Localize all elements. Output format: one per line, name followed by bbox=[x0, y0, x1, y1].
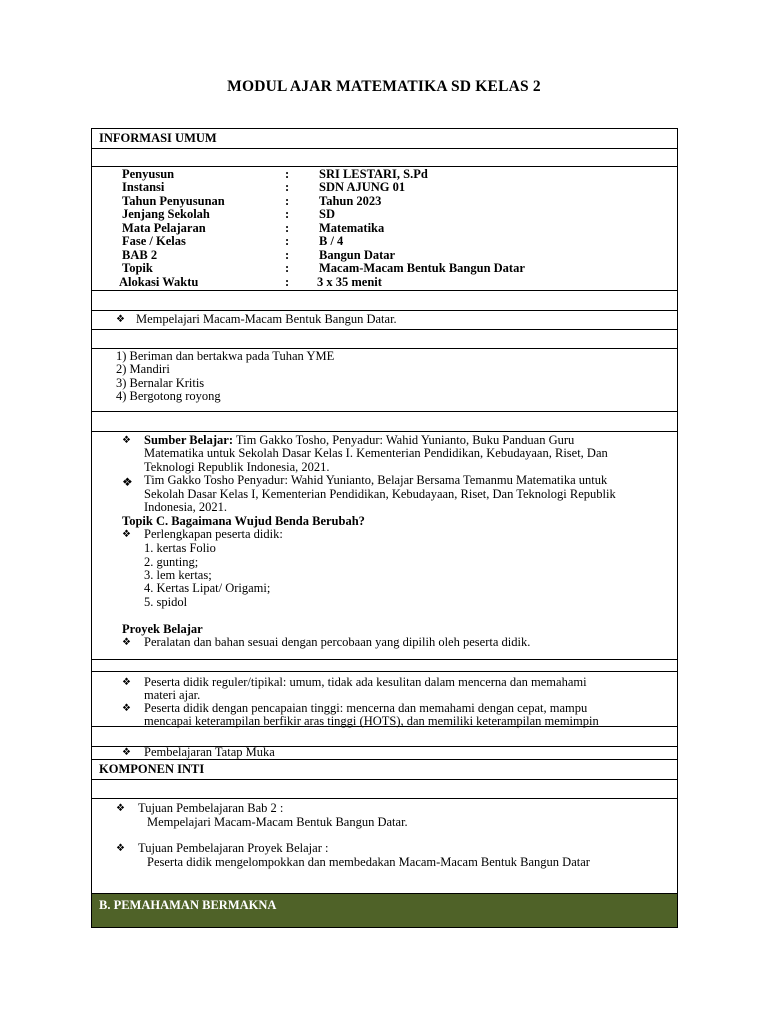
sarana-prasarana-row bbox=[91, 432, 678, 660]
info-value: SD bbox=[319, 207, 335, 221]
blank-row bbox=[91, 727, 678, 747]
info-label: Fase / Kelas bbox=[122, 234, 186, 248]
info-label: Instansi bbox=[122, 180, 165, 194]
kompetensi-awal-text: Mempelajari Macam-Macam Bentuk Bangun Datar. bbox=[136, 312, 397, 326]
list-item: 2) Mandiri bbox=[116, 362, 170, 376]
info-colon: : bbox=[285, 234, 290, 248]
info-label: Tahun Penyusunan bbox=[122, 194, 225, 208]
blank-row bbox=[91, 660, 678, 672]
tujuan-pembelajaran-row bbox=[91, 799, 678, 894]
info-label: Penyusun bbox=[122, 167, 175, 181]
target-text: mencapai keterampilan berfikir aras tinggi (HOTS), dan memiliki keterampilan memimpin bbox=[144, 714, 599, 728]
info-value: B / 4 bbox=[319, 234, 344, 248]
bullet-icon: ❖ bbox=[122, 529, 131, 540]
page-title: MODUL AJAR MATEMATIKA SD KELAS 2 bbox=[227, 78, 541, 95]
bullet-icon: ❖ bbox=[116, 314, 125, 325]
referensi-text: Sekolah Dasar Kelas I, Kementerian Pendidikan, Kebudayaan, Riset, Dan Teknologi Republik bbox=[144, 487, 616, 501]
list-item: 4. Kertas Lipat/ Origami; bbox=[144, 581, 271, 595]
list-item: 1) Beriman dan bertakwa pada Tuhan YME bbox=[116, 349, 335, 363]
bullet-icon: ❖ bbox=[122, 703, 131, 714]
list-item: 5. spidol bbox=[144, 595, 188, 609]
target-text: Peserta didik dengan pencapaian tinggi: mencerna dan memahami dengan cepat, mampu bbox=[144, 701, 588, 715]
list-item: 3. lem kertas; bbox=[144, 568, 212, 582]
sumber-belajar-text: Tim Gakko Tosho, Penyadur: Wahid Yunianto, Buku Panduan Guru bbox=[233, 433, 575, 447]
bullet-icon: ❖ bbox=[116, 843, 125, 854]
info-value: 3 x 35 menit bbox=[317, 275, 382, 289]
blank-row bbox=[91, 412, 678, 432]
info-value: Macam-Macam Bentuk Bangun Datar bbox=[319, 261, 525, 275]
info-colon: : bbox=[285, 221, 290, 235]
bullet-icon: ❖ bbox=[122, 637, 131, 648]
info-value: Bangun Datar bbox=[319, 248, 396, 262]
sumber-belajar-label: Sumber Belajar: bbox=[144, 433, 233, 447]
target-peserta-didik-row bbox=[91, 672, 678, 727]
profil-pancasila-row bbox=[91, 349, 678, 412]
info-value: Tahun 2023 bbox=[319, 194, 382, 208]
bullet-icon: ❖ bbox=[122, 677, 131, 688]
blank-row bbox=[91, 291, 678, 311]
blank-row bbox=[91, 330, 678, 349]
info-colon: : bbox=[285, 248, 290, 262]
section-header-pemahaman-bermakna: B. PEMAHAMAN BERMAKNA bbox=[91, 894, 678, 928]
info-colon: : bbox=[285, 275, 290, 289]
model-text: Pembelajaran Tatap Muka bbox=[144, 745, 275, 759]
info-label: Jenjang Sekolah bbox=[122, 207, 210, 221]
info-colon: : bbox=[285, 167, 290, 181]
info-colon: : bbox=[285, 194, 290, 208]
list-item: 4) Bergotong royong bbox=[116, 389, 221, 403]
target-text: Peserta didik reguler/tipikal: umum, tidak ada kesulitan dalam mencerna dan memahami bbox=[144, 675, 587, 689]
list-item: 2. gunting; bbox=[144, 555, 199, 569]
bullet-icon: ❖ bbox=[122, 747, 131, 758]
info-label: Topik bbox=[122, 261, 153, 275]
list-item: 1. kertas Folio bbox=[144, 541, 216, 555]
info-colon: : bbox=[285, 180, 290, 194]
info-colon: : bbox=[285, 261, 290, 275]
tujuan-bab-text: Mempelajari Macam-Macam Bentuk Bangun Datar. bbox=[147, 815, 408, 829]
section-header-informasi-umum: INFORMASI UMUM bbox=[91, 128, 678, 149]
info-value: SRI LESTARI, S.Pd bbox=[319, 167, 428, 181]
bullet-icon: ❖ bbox=[116, 803, 125, 814]
referensi-text: Tim Gakko Tosho Penyadur: Wahid Yunianto, Belajar Bersama Temanmu Matematika untuk bbox=[144, 473, 608, 487]
info-value: Matematika bbox=[319, 221, 385, 235]
info-value: SDN AJUNG 01 bbox=[319, 180, 406, 194]
tujuan-proyek-label: Tujuan Pembelajaran Proyek Belajar : bbox=[138, 841, 329, 855]
perlengkapan-text: Perlengkapan peserta didik: bbox=[144, 527, 283, 541]
sumber-belajar-text: Teknologi Republik Indonesia, 2021. bbox=[144, 460, 330, 474]
target-text: materi ajar. bbox=[144, 688, 201, 702]
tujuan-proyek-text: Peserta didik mengelompokkan dan membedakan Macam-Macam Bentuk Bangun Datar bbox=[147, 855, 590, 869]
bullet-icon: ❖ bbox=[122, 475, 133, 489]
proyek-belajar-heading: Proyek Belajar bbox=[122, 622, 203, 636]
model-pembelajaran-row bbox=[91, 747, 678, 760]
referensi-text: Indonesia, 2021. bbox=[144, 500, 227, 514]
module-table bbox=[91, 128, 678, 928]
peralatan-text: Peralatan dan bahan sesuai dengan percobaan yang dipilih oleh peserta didik. bbox=[144, 635, 531, 649]
info-label: BAB 2 bbox=[122, 248, 158, 262]
sumber-belajar-text: Matematika untuk Sekolah Dasar Kelas I. Kementerian Pendidikan, Kebudayaan, Riset, Dan bbox=[144, 446, 608, 460]
info-label: Alokasi Waktu bbox=[119, 275, 199, 289]
info-label: Mata Pelajaran bbox=[122, 221, 206, 235]
list-item: 3) Bernalar Kritis bbox=[116, 376, 205, 390]
info-colon: : bbox=[285, 207, 290, 221]
blank-row bbox=[91, 149, 678, 167]
blank-row bbox=[91, 780, 678, 799]
bullet-icon: ❖ bbox=[122, 435, 131, 446]
info-block bbox=[91, 167, 678, 291]
section-header-komponen-inti: KOMPONEN INTI bbox=[91, 760, 678, 780]
kompetensi-awal-row bbox=[91, 311, 678, 330]
topik-heading: Topik C. Bagaimana Wujud Benda Berubah? bbox=[122, 514, 365, 528]
tujuan-bab-label: Tujuan Pembelajaran Bab 2 : bbox=[138, 801, 284, 815]
